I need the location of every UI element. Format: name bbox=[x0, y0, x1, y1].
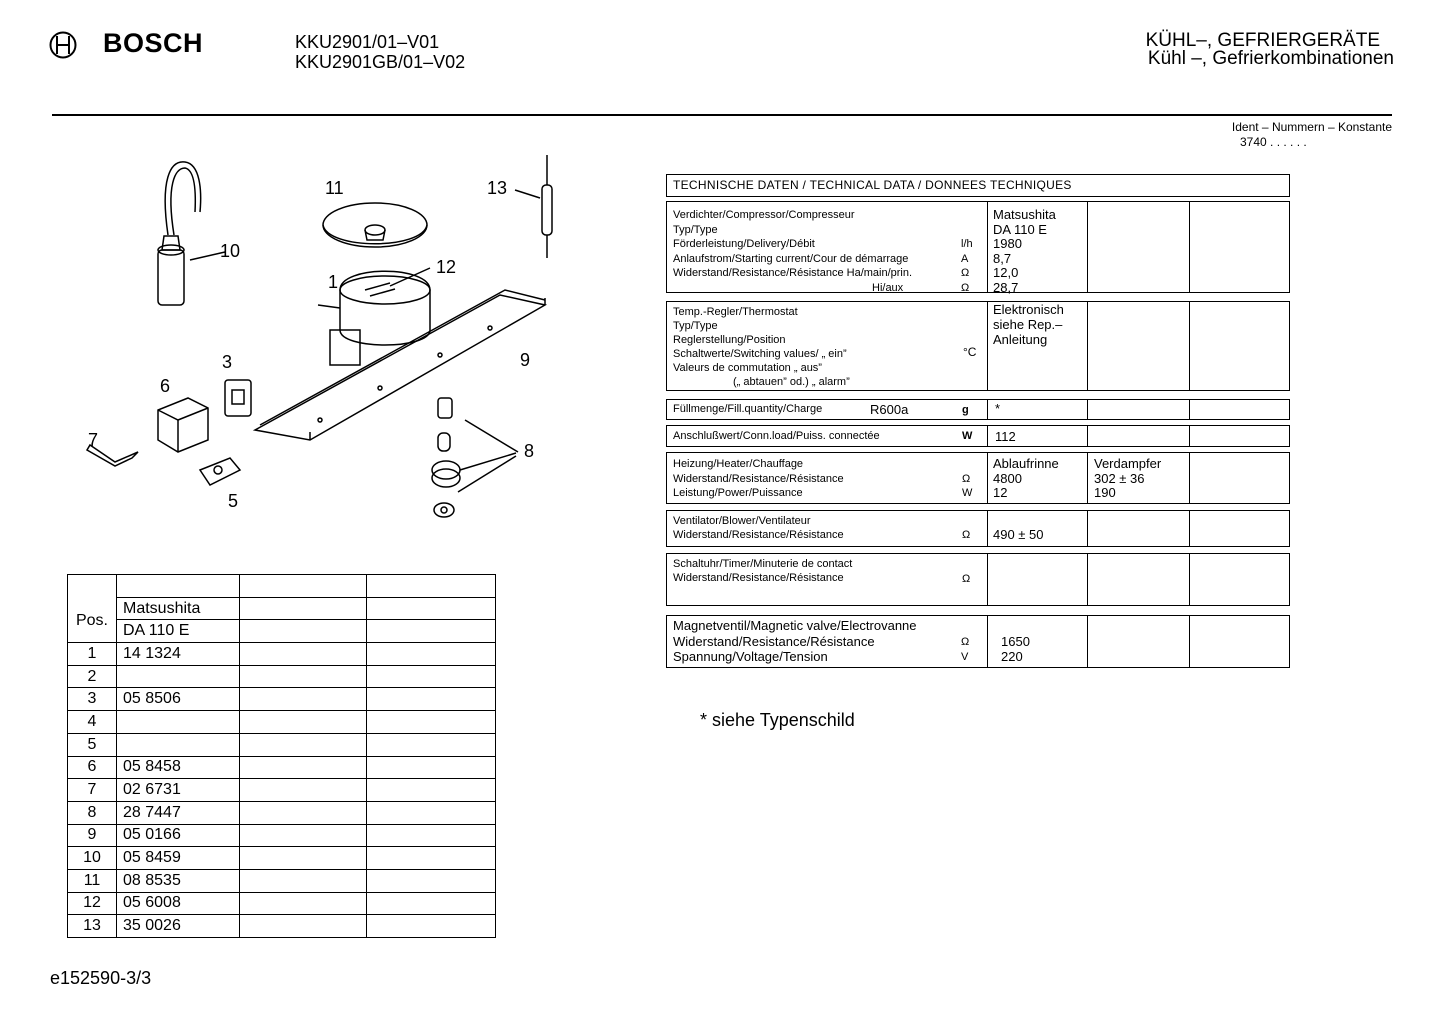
fan-resistance-label: Widerstand/Resistance/Résistance bbox=[673, 529, 844, 541]
compressor-label: Verdichter/Compressor/Compresseur bbox=[673, 209, 855, 221]
exploded-parts-diagram bbox=[60, 140, 580, 540]
compressor-value: 8,7 bbox=[993, 250, 1012, 266]
fan-unit: Ω bbox=[962, 529, 971, 541]
overload-protector-part bbox=[225, 380, 251, 416]
pos-header: Pos. bbox=[68, 575, 117, 643]
pos-cell: 5 bbox=[68, 733, 117, 756]
callout-1: 1 bbox=[328, 272, 339, 292]
table-row bbox=[68, 847, 496, 870]
pos-cell: 9 bbox=[68, 824, 117, 847]
model-number-2: KKU2901GB/01–V02 bbox=[295, 52, 466, 72]
compressor-section bbox=[666, 201, 1290, 293]
valve-label: Magnetventil/Magnetic valve/Electrovanne bbox=[673, 618, 917, 633]
fan-value: 490 ± 50 bbox=[993, 527, 1044, 542]
thermostat-label: Schaltwerte/Switching values/ „ ein” bbox=[673, 348, 847, 360]
compressor-value: 1980 bbox=[993, 236, 1022, 251]
heater-drain-value: 12 bbox=[993, 485, 1008, 500]
timer-resistance-label: Widerstand/Resistance/Résistance bbox=[673, 572, 844, 584]
pos-cell: 1 bbox=[68, 643, 117, 666]
table-row bbox=[68, 711, 496, 734]
callout-12: 12 bbox=[436, 257, 457, 277]
table-row bbox=[68, 756, 496, 779]
timer-label: Schaltuhr/Timer/Minuterie de contact bbox=[673, 558, 853, 570]
part-number-cell: 35 0026 bbox=[117, 915, 240, 938]
valve-value: 1650 bbox=[1001, 633, 1030, 649]
callout-11: 11 bbox=[325, 178, 344, 198]
table-row bbox=[68, 915, 496, 938]
compressor-unit: l/h bbox=[961, 238, 973, 250]
part-number-cell bbox=[117, 733, 240, 756]
callout-7: 7 bbox=[88, 430, 99, 450]
pos-cell: 10 bbox=[68, 847, 117, 870]
brand-name: BOSCH bbox=[103, 28, 204, 58]
load-unit: W bbox=[962, 430, 973, 442]
cover-dish-part bbox=[323, 203, 427, 247]
thermostat-label: Reglerstellung/Position bbox=[673, 334, 786, 346]
charge-label: Füllmenge/Fill.quantity/Charge bbox=[673, 403, 823, 415]
heater-evaporator-value: 190 bbox=[1094, 485, 1116, 500]
table-row bbox=[68, 824, 496, 847]
valve-value: 220 bbox=[1001, 649, 1023, 664]
part-number-cell: 05 8459 bbox=[117, 847, 240, 870]
part-number-cell: 28 7447 bbox=[117, 801, 240, 824]
compressor-label: Anlaufstrom/Starting current/Cour de démarrage bbox=[673, 252, 909, 265]
relay-box-part bbox=[158, 398, 208, 452]
table-row bbox=[68, 665, 496, 688]
compressor-value: 12,0 bbox=[993, 265, 1019, 280]
bosch-armature-logo-icon bbox=[48, 30, 78, 60]
heater-unit: Ω bbox=[962, 472, 971, 485]
valve-section bbox=[666, 615, 1290, 668]
thermostat-value: Anleitung bbox=[993, 332, 1048, 347]
heater-drain-value: 4800 bbox=[993, 470, 1022, 486]
timer-unit: Ω bbox=[962, 573, 971, 585]
thermostat-value: Elektronisch bbox=[993, 302, 1064, 317]
valve-label: Widerstand/Resistance/Résistance bbox=[673, 633, 875, 649]
callout-9: 8 bbox=[524, 441, 535, 461]
table-row bbox=[68, 733, 496, 756]
capacitor-part bbox=[158, 162, 201, 305]
grommet-parts bbox=[432, 398, 518, 517]
refrigerant-value: R600a bbox=[870, 402, 909, 417]
load-section bbox=[666, 425, 1290, 447]
fan-label: Ventilator/Blower/Ventilateur bbox=[673, 515, 811, 527]
pos-cell: 8 bbox=[68, 801, 117, 824]
table-row bbox=[68, 892, 496, 915]
thermostat-label: („ abtauen” od.) „ alarm” bbox=[733, 376, 850, 388]
document-code: e152590-3/3 bbox=[50, 968, 152, 988]
heater-evaporator-value: Verdampfer bbox=[1094, 456, 1162, 471]
part-number-cell: 05 6008 bbox=[117, 892, 240, 915]
compressor-label: Förderleistung/Delivery/Débit bbox=[673, 238, 815, 250]
table-row bbox=[68, 801, 496, 824]
part-number-cell bbox=[117, 665, 240, 688]
pos-cell: 2 bbox=[68, 665, 117, 688]
typenschild-note: * siehe Typenschild bbox=[700, 710, 855, 730]
heater-drain-value: Ablaufrinne bbox=[993, 456, 1059, 471]
heater-unit: W bbox=[962, 487, 973, 499]
heater-evaporator-value: 302 ± 36 bbox=[1094, 470, 1145, 486]
part-number-cell: 08 8535 bbox=[117, 869, 240, 892]
heater-label: Heizung/Heater/Chauffage bbox=[673, 458, 804, 470]
pos-cell: 11 bbox=[68, 869, 117, 892]
compressor-label: Widerstand/Resistance/Résistance Ha/main/prin. bbox=[673, 267, 913, 279]
valve-unit: Ω bbox=[961, 635, 970, 648]
charge-value: * bbox=[995, 401, 1001, 416]
table-row bbox=[68, 869, 496, 892]
callout-10: 10 bbox=[220, 241, 241, 261]
thermostat-value: siehe Rep.– bbox=[993, 317, 1063, 332]
thermostat-label: Valeurs de commutation „ aus” bbox=[673, 362, 822, 374]
compressor-value: 28,7 bbox=[993, 279, 1019, 295]
heater-section bbox=[666, 452, 1290, 504]
compressor-value: DA 110 E bbox=[993, 221, 1047, 237]
fan-section bbox=[666, 510, 1290, 547]
pos-cell: 13 bbox=[68, 915, 117, 938]
compressor-value: Matsushita bbox=[993, 207, 1056, 222]
thermostat-unit: °C bbox=[963, 345, 977, 359]
ident-value: 3740 . . . . . . bbox=[1240, 135, 1307, 149]
charge-unit: g bbox=[962, 404, 969, 416]
pos-cell: 7 bbox=[68, 779, 117, 802]
model-cell: DA 110 E bbox=[117, 620, 240, 643]
dryer-part bbox=[542, 155, 552, 258]
heater-label: Leistung/Power/Puissance bbox=[673, 487, 803, 499]
compressor-unit: A bbox=[961, 252, 969, 265]
pos-cell: 6 bbox=[68, 756, 117, 779]
category-title: KÜHL–, GEFRIERGERÄTE bbox=[1145, 30, 1380, 51]
heater-label: Widerstand/Resistance/Résistance bbox=[673, 472, 844, 485]
callout-6: 6 bbox=[160, 376, 171, 396]
valve-label: Spannung/Voltage/Tension bbox=[673, 649, 828, 664]
parts-table bbox=[67, 574, 496, 938]
ident-label: Ident – Nummern – Konstante bbox=[1231, 120, 1392, 134]
table-row bbox=[68, 688, 496, 711]
callout-8: 9 bbox=[520, 350, 531, 370]
thermostat-label: Temp.-Regler/Thermostat bbox=[673, 306, 798, 318]
part-number-cell: 02 6731 bbox=[117, 779, 240, 802]
charge-section bbox=[666, 399, 1290, 420]
pos-cell: 12 bbox=[68, 892, 117, 915]
valve-unit: V bbox=[961, 651, 969, 663]
table-row bbox=[68, 779, 496, 802]
pos-cell: 3 bbox=[68, 688, 117, 711]
callout-13: 13 bbox=[487, 178, 508, 198]
base-rail-part bbox=[255, 290, 545, 440]
callout-3: 3 bbox=[222, 352, 233, 372]
compressor-unit: Ω bbox=[961, 267, 970, 279]
part-number-cell: 05 8458 bbox=[117, 756, 240, 779]
callout-5: 5 bbox=[228, 491, 239, 511]
part-number-cell: 05 8506 bbox=[117, 688, 240, 711]
compressor-unit: Ω bbox=[961, 281, 970, 294]
part-number-cell bbox=[117, 711, 240, 734]
load-label: Anschlußwert/Conn.load/Puiss. connectée bbox=[673, 430, 880, 442]
pos-cell: 4 bbox=[68, 711, 117, 734]
model-number-1: KKU2901/01–V01 bbox=[295, 32, 440, 52]
thermostat-section bbox=[666, 301, 1290, 391]
load-value: 112 bbox=[995, 429, 1016, 444]
compressor-label: Hi/aux bbox=[872, 281, 904, 294]
compressor-label: Typ/Type bbox=[673, 223, 718, 236]
manufacturer-cell: Matsushita bbox=[117, 597, 240, 620]
tech-title: TECHNISCHE DATEN / TECHNICAL DATA / DONNEES TECHNIQUES bbox=[673, 178, 1072, 192]
part-number-cell: 14 1324 bbox=[117, 643, 240, 666]
clip-part bbox=[200, 458, 240, 485]
header-rule bbox=[52, 114, 1392, 116]
table-row bbox=[68, 643, 496, 666]
timer-section bbox=[666, 553, 1290, 606]
tech-title-box bbox=[666, 174, 1290, 197]
category-subtitle: Kühl –, Gefrierkombinationen bbox=[1147, 48, 1394, 69]
thermostat-label: Typ/Type bbox=[673, 320, 718, 332]
part-number-cell: 05 0166 bbox=[117, 824, 240, 847]
